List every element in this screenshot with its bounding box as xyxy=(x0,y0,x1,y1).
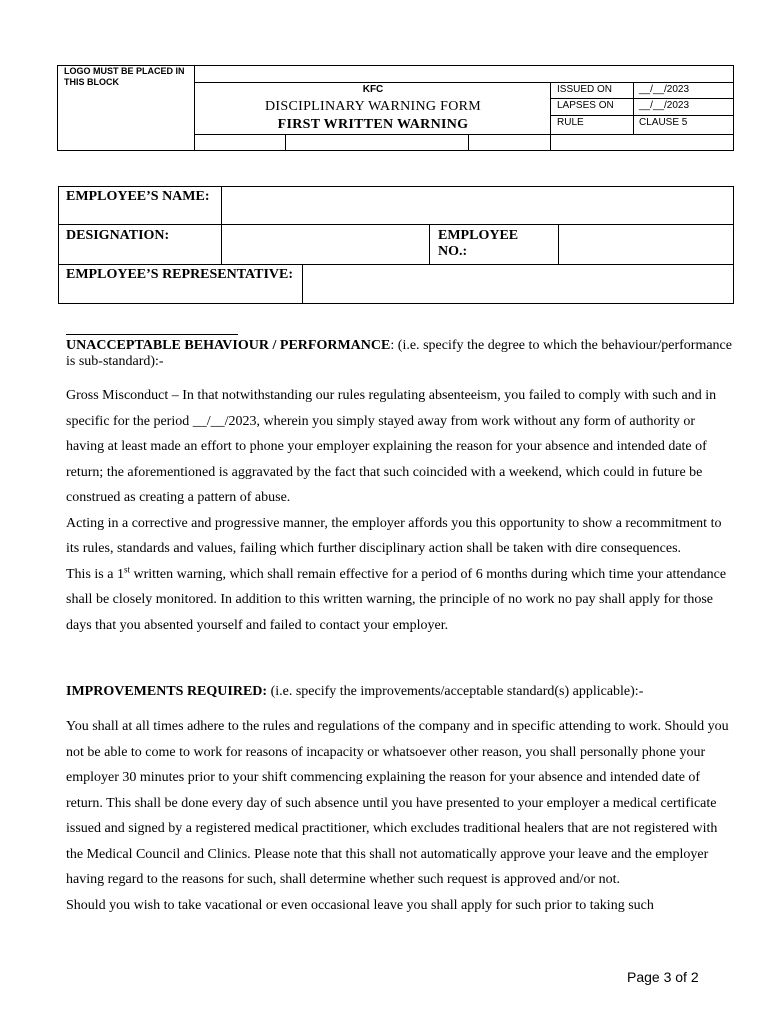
form-header xyxy=(57,65,734,151)
logo-placeholder: LOGO MUST BE PLACED IN THIS BLOCK xyxy=(64,66,185,87)
improvements-heading-title: IMPROVEMENTS REQUIRED: xyxy=(66,684,268,699)
section-rule xyxy=(66,334,238,335)
company-name: KFC xyxy=(362,84,384,95)
employee-name-label: EMPLOYEE’S NAME: xyxy=(66,189,210,204)
form-subtitle: FIRST WRITTEN WARNING xyxy=(277,117,469,132)
form-title: DISCIPLINARY WARNING FORM xyxy=(265,99,481,114)
behaviour-body xyxy=(66,383,732,638)
behaviour-heading-title: UNACCEPTABLE BEHAVIOUR / PERFORMANCE xyxy=(66,338,391,353)
issued-on-label: ISSUED ON xyxy=(557,84,613,95)
issued-on-value[interactable]: __/__/2023 xyxy=(639,84,690,95)
page-number: Page 3 of 2 xyxy=(627,969,699,985)
lapses-on-value[interactable]: __/__/2023 xyxy=(639,100,690,111)
designation-field[interactable] xyxy=(224,226,426,262)
leave-paragraph: Should you wish to take vacational or even occasional leave you shall apply for such prior to taking such xyxy=(66,897,654,913)
warning-rest: written warning, which shall remain effective for a period of 6 months during which time your attendance shall be closely monitored. In addition to this written warning, the principle of no work no pay shall apply for those days that you absented yourself and failed to contact your employer. xyxy=(66,566,727,633)
warning-ordinal: st xyxy=(123,563,130,574)
behaviour-heading-note: : (i.e. specify the degree to which the behaviour/performance is sub-standard):- xyxy=(66,338,732,369)
employee-name-field[interactable] xyxy=(224,188,728,222)
improvements-paragraph: You shall at all times adhere to the rules and regulations of the company and in specific attending to work. Should you not be able to come to work for reasons of incapacity or whatsoever other reason, you shall personally phone your employer 30 minutes prior to your shift commencing explaining the reason for your absence and intended date of return. This shall be done every day of such absence until you have presented to your employer a medical certificate issued and signed by a registered medical practitioner, which excludes traditional healers that are not registered with the Medical Council and Clinics. Please note that this shall not automatically approve your leave and the employer having regard to the reasons for such, shall determine whether such request is approved and/or not. xyxy=(66,719,729,887)
rule-value[interactable]: CLAUSE 5 xyxy=(639,117,688,128)
rule-label: RULE xyxy=(557,117,584,128)
representative-label: EMPLOYEE’S REPRESENTATIVE: xyxy=(66,267,294,282)
employee-no-label: EMPLOYEE NO.: xyxy=(438,228,519,259)
warning-paragraph xyxy=(66,562,732,639)
improvements-heading xyxy=(66,684,732,700)
misconduct-paragraph: Gross Misconduct – In that notwithstanding our rules regulating absenteeism, you failed to comply with such and in specific for the period __/__/2023, wherein you simply stayed away from work without any form of authority or having at least made an effort to phone your employer explaining the reason for your absence and intended date of return; the aforementioned is aggravated by the fact that such coincided with a weekend, which could in future be construed as creating a pattern of abuse. xyxy=(66,388,717,505)
employee-details-table xyxy=(58,186,734,304)
improvements-body xyxy=(66,714,732,918)
corrective-paragraph: Acting in a corrective and progressive manner, the employer affords you this opportunity to show a recommitment to its rules, standards and values, failing which further disciplinary action shall be taken with dire consequences. xyxy=(66,515,722,556)
warning-prefix: This is a 1 xyxy=(66,566,124,582)
employee-no-field[interactable] xyxy=(561,226,729,262)
behaviour-heading xyxy=(66,338,732,370)
lapses-on-label: LAPSES ON xyxy=(557,100,614,111)
designation-label: DESIGNATION: xyxy=(66,228,170,243)
representative-field[interactable] xyxy=(305,266,729,302)
improvements-heading-note: (i.e. specify the improvements/acceptable standard(s) applicable):- xyxy=(267,684,644,699)
